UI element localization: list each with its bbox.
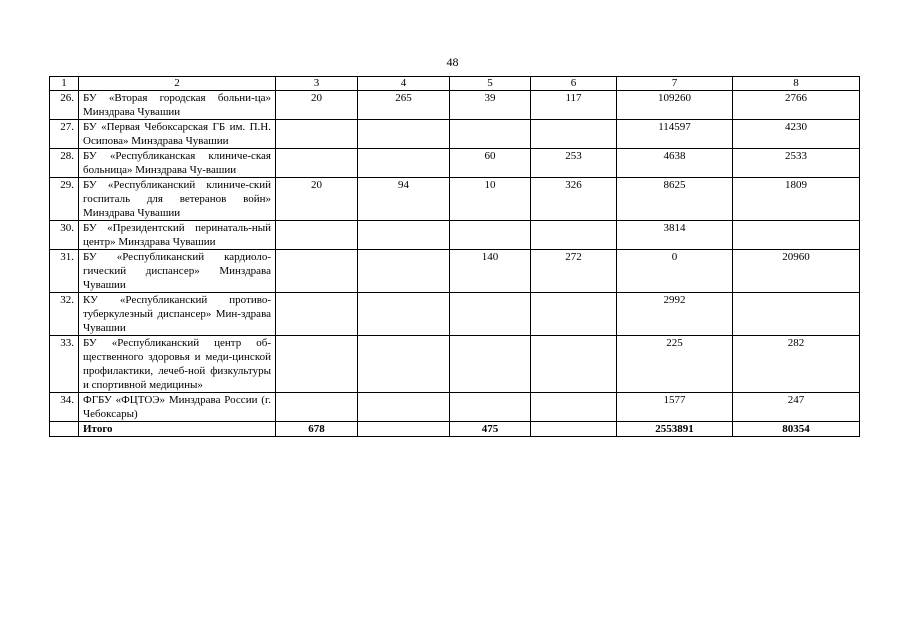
row-number: 31. <box>50 250 79 293</box>
cell-value <box>276 393 358 422</box>
table-row <box>50 250 860 293</box>
cell-value <box>276 221 358 250</box>
cell-value: 117 <box>531 91 617 120</box>
cell-value: 94 <box>358 178 450 221</box>
total-row <box>50 422 860 437</box>
cell-value <box>531 120 617 149</box>
cell-value: 247 <box>733 393 860 422</box>
cell-value: 114597 <box>617 120 733 149</box>
cell-value <box>276 149 358 178</box>
institution-name: БУ «Президентский перинаталь-ный центр» Минздрава Чувашии <box>79 221 276 250</box>
row-number: 34. <box>50 393 79 422</box>
cell-value: 109260 <box>617 91 733 120</box>
cell-value <box>531 393 617 422</box>
cell-value: 1809 <box>733 178 860 221</box>
cell-value <box>358 149 450 178</box>
column-header: 2 <box>79 77 276 91</box>
cell-value: 265 <box>358 91 450 120</box>
table-row <box>50 393 860 422</box>
cell-value <box>276 336 358 393</box>
total-value: 678 <box>276 422 358 437</box>
table-row <box>50 120 860 149</box>
institution-name: БУ «Первая Чебоксарская ГБ им. П.Н. Осипова» Минздрава Чувашии <box>79 120 276 149</box>
cell-value <box>450 221 531 250</box>
cell-value: 1577 <box>617 393 733 422</box>
cell-value: 140 <box>450 250 531 293</box>
table-row <box>50 149 860 178</box>
header-row <box>50 77 860 91</box>
institution-name: БУ «Республиканский клиниче-ский госпиталь для ветеранов войн» Минздрава Чувашии <box>79 178 276 221</box>
cell-value <box>450 393 531 422</box>
total-value: 80354 <box>733 422 860 437</box>
institution-name: ФГБУ «ФЦТОЭ» Минздрава России (г. Чебоксары) <box>79 393 276 422</box>
cell-value <box>358 250 450 293</box>
cell-value: 225 <box>617 336 733 393</box>
cell-value <box>358 120 450 149</box>
column-header: 7 <box>617 77 733 91</box>
table-row <box>50 221 860 250</box>
cell-value: 20960 <box>733 250 860 293</box>
cell-value: 2992 <box>617 293 733 336</box>
cell-value: 3814 <box>617 221 733 250</box>
cell-value <box>358 393 450 422</box>
cell-value: 2766 <box>733 91 860 120</box>
total-label: Итого <box>79 422 276 437</box>
cell-value: 326 <box>531 178 617 221</box>
column-header: 3 <box>276 77 358 91</box>
column-header: 4 <box>358 77 450 91</box>
cell-value <box>450 293 531 336</box>
total-value: 475 <box>450 422 531 437</box>
institution-name: КУ «Республиканский противо-туберкулезный диспансер» Мин-здрава Чувашии <box>79 293 276 336</box>
cell-value: 4638 <box>617 149 733 178</box>
table-row <box>50 178 860 221</box>
column-header: 6 <box>531 77 617 91</box>
cell-value: 253 <box>531 149 617 178</box>
cell-value: 60 <box>450 149 531 178</box>
cell-value <box>358 293 450 336</box>
institution-name: БУ «Республиканский центр об-щественного здоровья и меди-цинской профилактики, лечеб-ной физкультуры и спортивной медицины» <box>79 336 276 393</box>
column-header: 5 <box>450 77 531 91</box>
cell-value: 39 <box>450 91 531 120</box>
cell-value <box>276 120 358 149</box>
total-value <box>358 422 450 437</box>
cell-value <box>531 293 617 336</box>
cell-value: 282 <box>733 336 860 393</box>
cell-value <box>733 221 860 250</box>
cell-value <box>531 221 617 250</box>
table-row <box>50 91 860 120</box>
institution-name: БУ «Республиканская клиниче-ская больница» Минздрава Чу-вашии <box>79 149 276 178</box>
cell-value: 20 <box>276 91 358 120</box>
cell-value <box>358 221 450 250</box>
table-row <box>50 336 860 393</box>
cell-value: 10 <box>450 178 531 221</box>
institution-name: БУ «Вторая городская больни-ца» Минздрава Чувашии <box>79 91 276 120</box>
column-header: 8 <box>733 77 860 91</box>
row-number: 32. <box>50 293 79 336</box>
page-number: 48 <box>446 55 459 69</box>
total-number-cell <box>50 422 79 437</box>
cell-value: 2533 <box>733 149 860 178</box>
cell-value <box>450 336 531 393</box>
cell-value <box>733 293 860 336</box>
cell-value <box>358 336 450 393</box>
cell-value: 272 <box>531 250 617 293</box>
institution-name: БУ «Республиканский кардиоло-гический диспансер» Минздрава Чувашии <box>79 250 276 293</box>
total-value <box>531 422 617 437</box>
total-value: 2553891 <box>617 422 733 437</box>
cell-value: 20 <box>276 178 358 221</box>
row-number: 26. <box>50 91 79 120</box>
cell-value <box>276 250 358 293</box>
cell-value <box>276 293 358 336</box>
row-number: 27. <box>50 120 79 149</box>
row-number: 30. <box>50 221 79 250</box>
cell-value <box>450 120 531 149</box>
column-header: 1 <box>50 77 79 91</box>
row-number: 29. <box>50 178 79 221</box>
cell-value: 0 <box>617 250 733 293</box>
cell-value <box>531 336 617 393</box>
row-number: 28. <box>50 149 79 178</box>
cell-value: 4230 <box>733 120 860 149</box>
table-row <box>50 293 860 336</box>
data-table <box>49 76 860 437</box>
cell-value: 8625 <box>617 178 733 221</box>
row-number: 33. <box>50 336 79 393</box>
